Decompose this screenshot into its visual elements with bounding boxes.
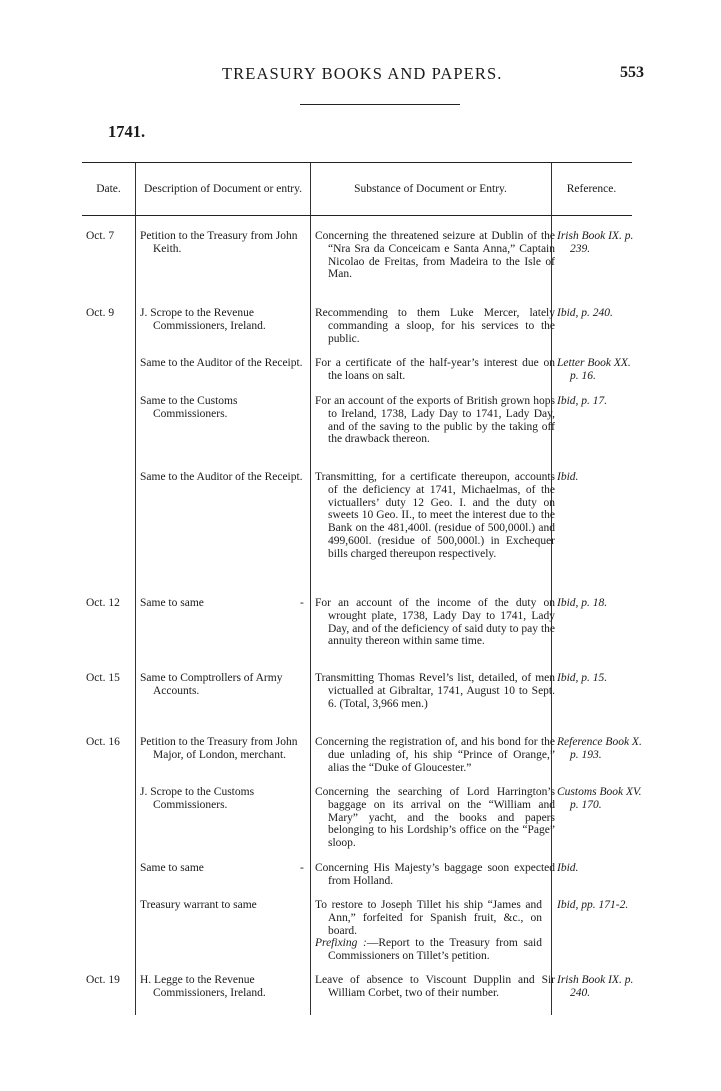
page-number: 553 xyxy=(620,64,644,81)
column-divider xyxy=(310,163,311,1015)
column-header-substance: Substance of Document or Entry. xyxy=(354,182,507,195)
row-description: Same to Comptrollers of Army Accounts. xyxy=(140,672,283,697)
row-description: H. Legge to the Revenue Commissioners, Ireland. xyxy=(140,974,266,999)
row-substance: Concerning the searching of Lord Harrington’s baggage on its arrival on the “William and Mary” yacht, and the books and papers belonging to his Lordship’s office on the “Page” sloop. xyxy=(315,786,555,850)
row-description: Same to same - xyxy=(140,597,304,609)
row-reference: Ibid, p. 18. xyxy=(557,597,608,609)
row-date: Oct. 16 xyxy=(86,736,120,748)
row-reference: Reference Book X. p. 193. xyxy=(557,736,642,761)
page-header-title: TREASURY BOOKS AND PAPERS. xyxy=(222,64,503,83)
row-date: Oct. 12 xyxy=(86,597,120,609)
row-substance xyxy=(315,899,542,963)
row-substance: For a certificate of the half-year’s interest due on the loans on salt. xyxy=(315,357,555,382)
row-substance: For an account of the exports of British grown hops to Ireland, 1738, Lady Day to 1741, Lady Day, and of the saving to the public by the taking off the drawback thereon. xyxy=(315,395,555,446)
row-date: Oct. 15 xyxy=(86,672,120,684)
row-reference: Ibid. xyxy=(557,862,579,874)
row-substance-prefix xyxy=(315,937,542,963)
row-description: Treasury warrant to same xyxy=(140,899,257,911)
row-description: Same to the Customs Commissioners. xyxy=(140,395,238,420)
row-substance: Transmitting Thomas Revel’s list, detailed, of men victualled at Gibraltar, 1741, August 10 to Sept. 6. (Total, 3,966 men.) xyxy=(315,672,555,710)
row-reference: Letter Book XX. p. 16. xyxy=(557,357,631,382)
column-header-reference: Reference. xyxy=(566,182,617,195)
row-substance: For an account of the income of the duty on wrought plate, 1738, Lady Day to 1741, Lady Day, and of the deficiency of said duty to pay the annuity thereon within same time. xyxy=(315,597,555,648)
row-substance-text: To restore to Joseph Tillet his ship “James and Ann,” forfeited for Spanish fruit, &c., on board. xyxy=(315,899,542,937)
row-reference: Irish Book IX. p. 239. xyxy=(557,230,634,255)
row-date: Oct. 9 xyxy=(86,307,115,319)
header-rule xyxy=(300,104,460,105)
row-reference: Ibid, p. 15. xyxy=(557,672,608,684)
row-description: Same to the Auditor of the Receipt. xyxy=(140,357,303,369)
row-description: Petition to the Treasury from John Major, of London, merchant. xyxy=(140,736,298,761)
header-rule-bottom xyxy=(82,215,632,216)
row-reference: Ibid, p. 240. xyxy=(557,307,613,319)
column-divider xyxy=(135,163,136,1015)
row-substance: Concerning the threatened seizure at Dublin of the “Nra Sra da Conceicam e Santa Anna,” Captain Nicolao de Freitas, from Madeira to the Isle of Man. xyxy=(315,230,555,281)
row-description: Same to the Auditor of the Receipt. xyxy=(140,471,303,483)
row-description: J. Scrope to the Revenue Commissioners, Ireland. xyxy=(140,307,266,332)
calendar-table xyxy=(82,162,642,1015)
row-reference: Customs Book XV. p. 170. xyxy=(557,786,642,811)
column-header-date: Date. xyxy=(96,182,121,195)
row-substance: Concerning the registration of, and his bond for the due unlading of, his ship “Prince of Orange,” alias the “Duke of Gloucester.” xyxy=(315,736,555,774)
row-reference: Ibid, p. 17. xyxy=(557,395,608,407)
row-date: Oct. 19 xyxy=(86,974,120,986)
row-description: J. Scrope to the Customs Commissioners. xyxy=(140,786,255,811)
column-header-description: Description of Document or entry. xyxy=(144,182,302,195)
row-description-text: Same to same xyxy=(140,862,204,874)
row-substance: Concerning His Majesty’s baggage soon expected from Holland. xyxy=(315,862,555,887)
row-reference: Ibid. xyxy=(557,471,579,483)
row-date: Oct. 7 xyxy=(86,230,115,242)
row-reference: Irish Book IX. p. 240. xyxy=(557,974,634,999)
prefix-text: —Report to the Treasury from said Commissioners on Tillet’s petition. xyxy=(328,937,542,963)
row-description: Petition to the Treasury from John Keith. xyxy=(140,230,298,255)
row-description: Same to same - xyxy=(140,862,304,874)
row-description-text: Same to same xyxy=(140,597,204,609)
row-reference: Ibid, pp. 171-2. xyxy=(557,899,629,911)
year-heading: 1741. xyxy=(108,122,146,141)
row-substance: Leave of absence to Viscount Dupplin and Sir William Corbet, two of their number. xyxy=(315,974,555,999)
row-substance: Recommending to them Luke Mercer, lately commanding a sloop, for his services to the public. xyxy=(315,307,555,345)
prefix-label: Prefixing : xyxy=(315,937,367,950)
row-substance: Transmitting, for a certificate thereupon, accounts of the deficiency at 1741, Michaelmas, of the victuallers’ duty 12 Geo. I. and the duty on sweets 10 Geo. II., to meet the interest due to the Bank on the 481,400l. (residue of 500,000l.) and 499,600l. (residue of 500,000l.) in Exchequer bills charged thereupon respectively. xyxy=(315,471,555,560)
